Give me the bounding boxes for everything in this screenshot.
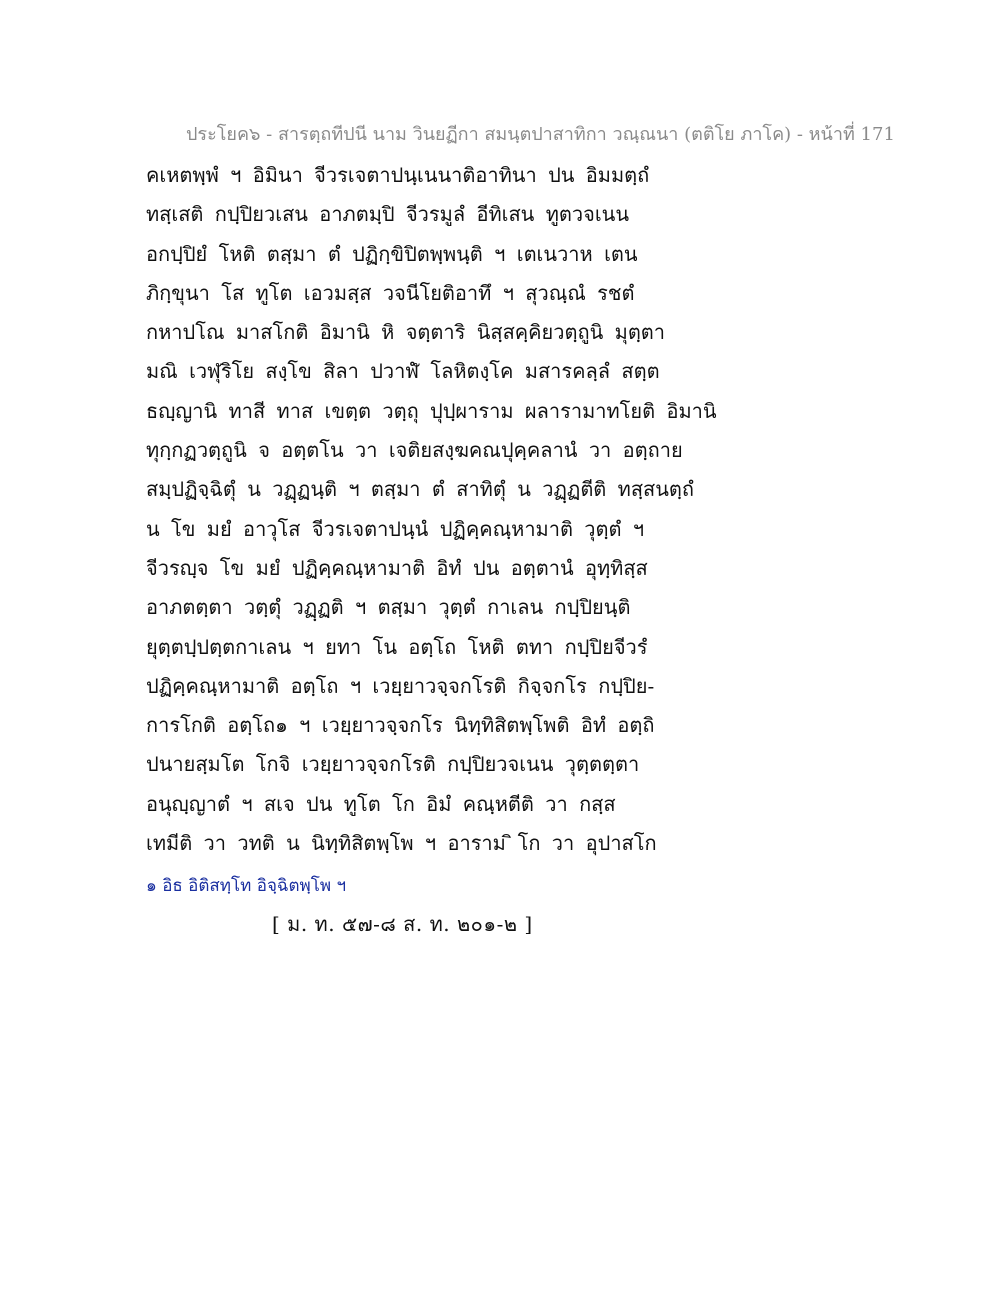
body-line: อกปฺปิยํ โหติ ตสฺมา ตํ ปฏิกฺขิปิตพฺพนฺติ ฯ เตเนวาห เตน bbox=[146, 241, 638, 266]
body-line: กหาปโณ มาสโกติ อิมานิ หิ จตฺตาริ นิสฺสคฺคิยวตฺถูนิ มุตฺตา bbox=[146, 320, 666, 345]
body-line: การโกติ อตฺโถ๑ ฯ เวยฺยาวจฺจกโร นิทฺทิสิตพฺโพติ อิทํ อตฺถิ bbox=[146, 713, 655, 738]
body-line: น โข มยํ อาวุโส จีวรเจตาปนฺนํ ปฏิคฺคณฺหามาติ วุตฺตํ ฯ bbox=[146, 516, 645, 541]
body-line: ปฏิคฺคณฺหามาติ อตฺโถ ฯ เวยฺยาวจฺจกโรติ กิจฺจกโร กปฺปิย- bbox=[146, 673, 655, 698]
body-line: สมฺปฏิจฺฉิตุํ น วฏฺฏนฺติ ฯ ตสฺมา ตํ สาทิตุํ น วฏฺฏตีติ ทสฺสนตฺถํ bbox=[146, 477, 695, 502]
body-line: อนุญฺญาตํ ฯ สเจ ปน ทูโต โก อิมํ คณฺหตีติ วา กสฺส bbox=[146, 791, 616, 816]
reference-citation: [ ม. ท. ๕๗-๘ ส. ท. ๒๐๑-๒ ] bbox=[272, 912, 533, 936]
body-line: เทมีติ วา วทติ น นิทฺทิสิตพฺโพ ฯ อาราม ิโก วา อุปาสโก bbox=[146, 831, 657, 856]
body-line: ทสฺเสติ กปฺปิยวเสน อาภตมฺปิ จีวรมูลํ อีทิเสน ทูตวจเนน bbox=[146, 202, 630, 227]
body-line: ธญฺญานิ ทาสี ทาส เขตฺต วตฺถุ ปุปฺผาราม ผลารามาทโยติ อิมานิ bbox=[146, 398, 717, 423]
body-line: ยุตฺตปฺปตฺตกาเลน ฯ ยทา โน อตฺโถ โหติ ตทา กปฺปิยจีวรํ bbox=[146, 634, 648, 659]
body-line: จีวรญฺจ โข มยํ ปฏิคฺคณฺหามาติ อิทํ ปน อตฺตานํ อุทฺทิสฺส bbox=[146, 555, 648, 580]
body-text bbox=[146, 156, 846, 863]
footnote: ๑ อิธ อิติสทฺโท อิจฺฉิตพฺโพ ฯ bbox=[146, 876, 347, 896]
body-line: ทุกฺกฏวตฺถูนิ จ อตฺตโน วา เจติยสงฺฆคณปุคฺคลานํ วา อตฺถาย bbox=[146, 438, 683, 463]
body-line: มณิ เวฬุริโย สงฺโข สิลา ปวาฬํ โลหิตงฺโค มสารคลฺลํ สตฺต bbox=[146, 359, 660, 384]
running-header: ประโยค๖ - สารตฺถทีปนี นาม วินยฏีกา สมนฺตปาสาทิกา วณฺณนา (ตติโย ภาโค) - หน้าที่ 171 bbox=[186, 124, 895, 145]
body-line: อาภตตฺตา วตฺตุํ วฏฺฏติ ฯ ตสฺมา วุตฺตํ กาเลน กปฺปิยนฺติ bbox=[146, 595, 631, 620]
body-line: ภิกฺขุนา โส ทูโต เอวมสฺส วจนีโยติอาทึ ฯ สุวณฺณํ รชตํ bbox=[146, 280, 635, 305]
body-line: คเหตพฺพํ ฯ อิมินา จีวรเจตาปนฺเนนาติอาทินา ปน อิมมตฺถํ bbox=[146, 163, 650, 187]
body-line: ปนายสฺมโต โกจิ เวยฺยาวจฺจกโรติ กปฺปิยวจเนน วุตฺตตฺตา bbox=[146, 752, 640, 777]
